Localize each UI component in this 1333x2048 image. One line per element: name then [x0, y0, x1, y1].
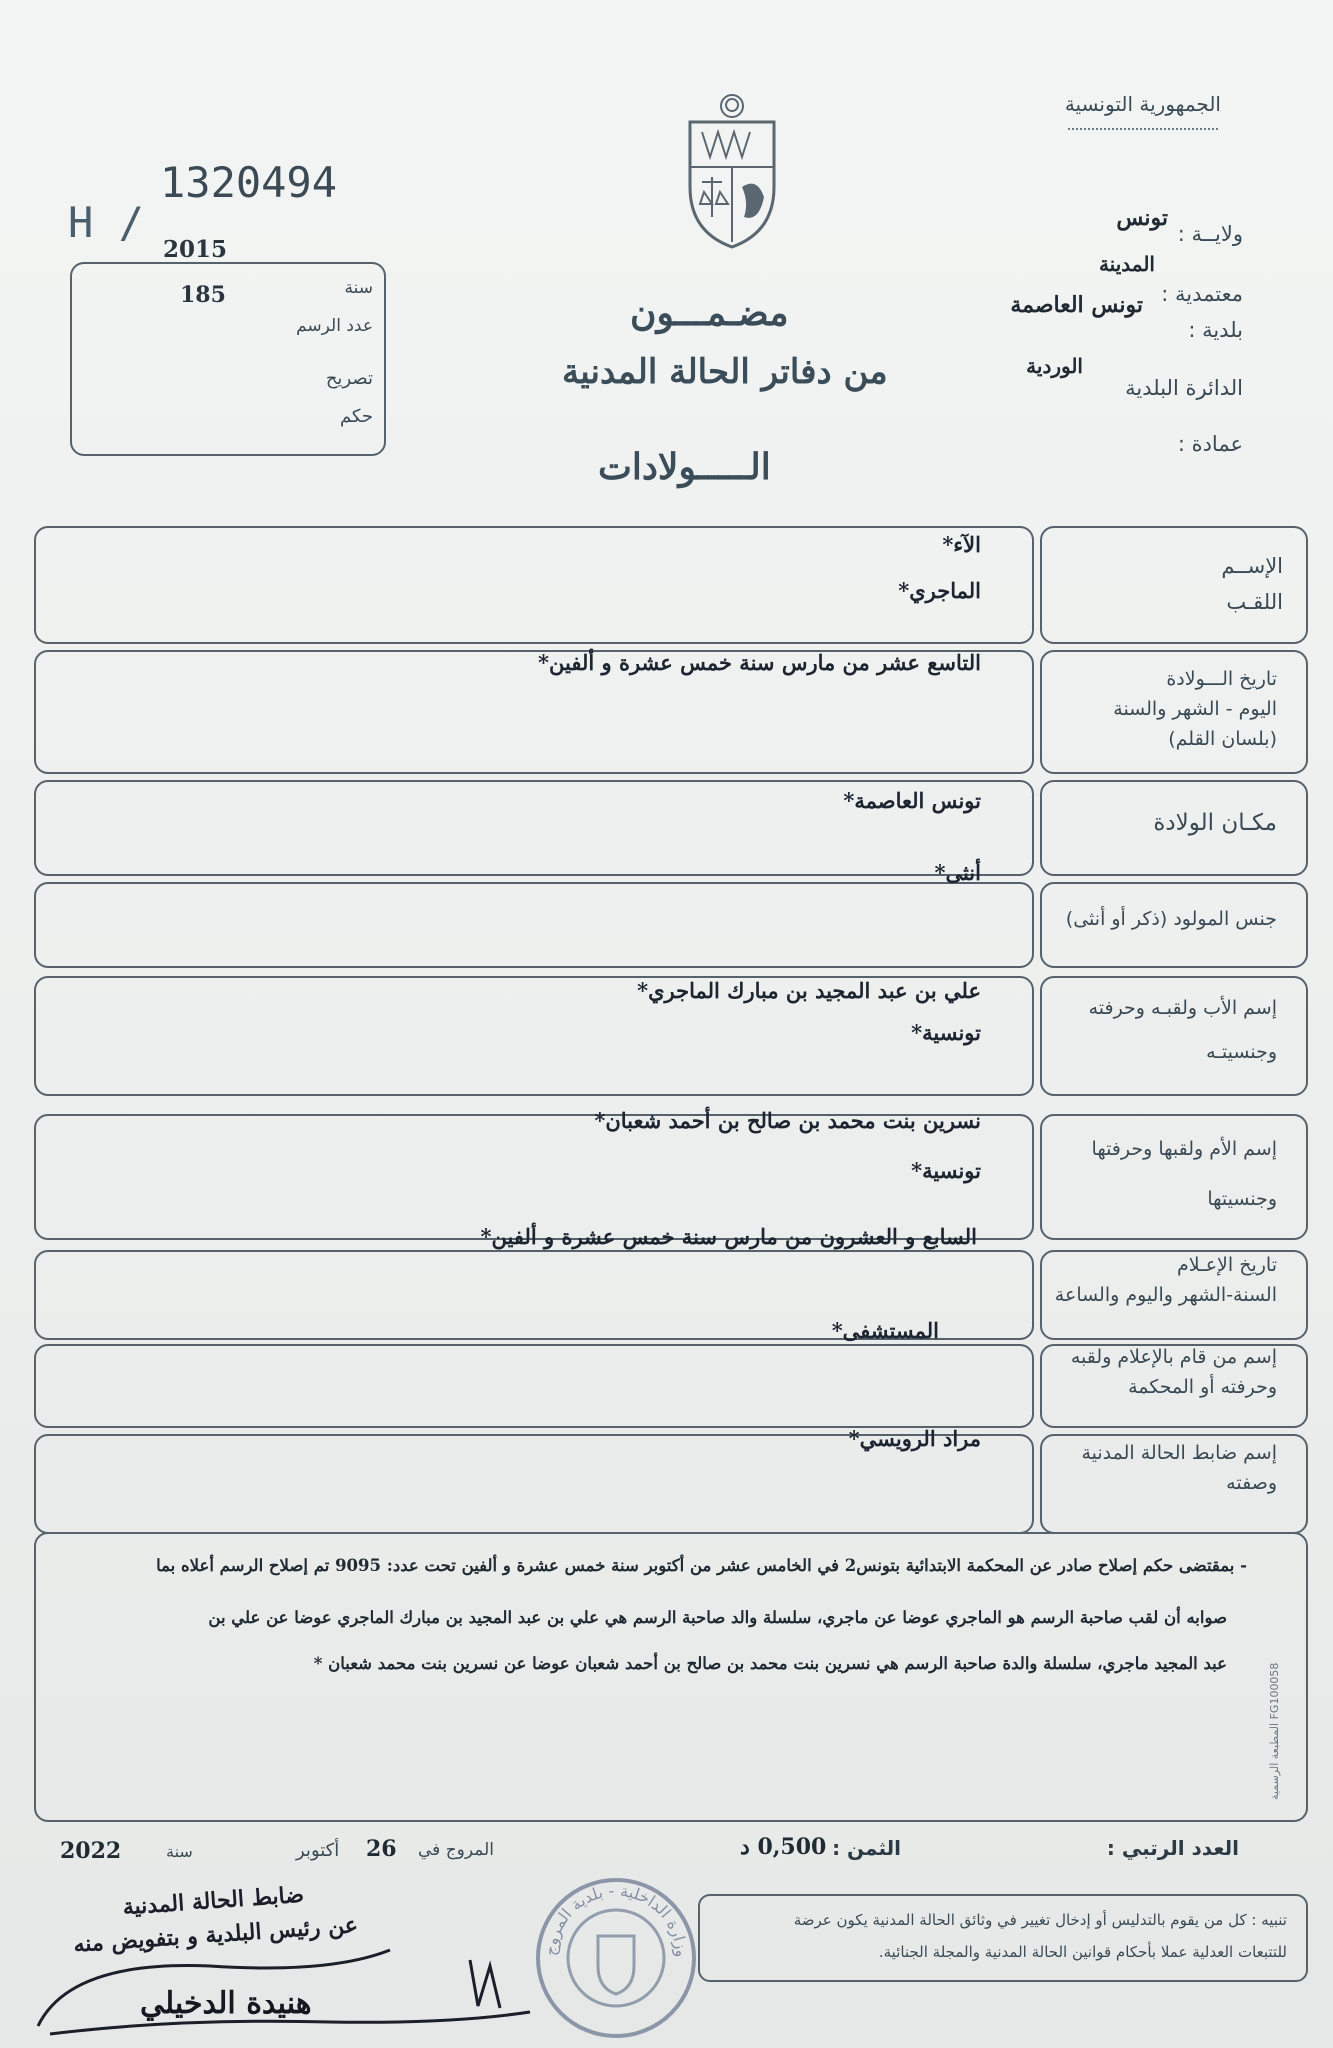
reference-box	[70, 262, 386, 456]
circle-label: الدائرة البلدية	[1125, 376, 1243, 400]
label-declaration-date: تاريخ الإعـلام السنة-الشهر واليوم والساعة	[1054, 1254, 1277, 1306]
label-declarant: إسم من قام بالإعلام ولقبه وحرفته أو المحكمة	[1070, 1346, 1277, 1398]
value-officer: مراد الرويسي*	[848, 1426, 981, 1451]
signer-name: هنيدة الدخيلي	[140, 1986, 312, 2021]
date-day: 26	[366, 1836, 397, 1862]
reference-number: 185	[180, 282, 226, 308]
value-declarant: المستشفى*	[831, 1318, 939, 1343]
annotation-box	[34, 1532, 1308, 1822]
annotation-line2: صوابه أن لقب صاحبة الرسم هو الماجري عوضا عن ماجري، سلسلة والد صاحبة الرسم هي علي بن عبد المجيد بن مبارك الماجري عوضا عن علي بن	[208, 1608, 1227, 1627]
value-birth-place: تونس العاصمة*	[843, 788, 981, 813]
value-father: علي بن عبد المجيد بن مبارك الماجري* تونسية*	[637, 978, 981, 1045]
date-label: المروج في	[418, 1840, 494, 1860]
title-line3: الـــــولادات	[598, 446, 771, 488]
omada-label: عمادة :	[1177, 432, 1243, 456]
label-sex: جنس المولود (ذكر أو أنثى)	[1065, 908, 1277, 930]
label-birth-place: مكـان الولادة	[1153, 810, 1277, 836]
signer-title: ضابط الحالة المدنية عن رئيس البلدية و بتفويض منه	[72, 1881, 359, 1958]
reference-number-label: عدد الرسم	[296, 316, 373, 336]
mootamadia-label: معتمدية :	[1161, 282, 1243, 306]
label-birth-date: تاريخ الـــولادة اليوم - الشهر والسنة (بلسان القلم)	[1113, 668, 1277, 750]
value-declaration-date: السابع و العشرون من مارس سنة خمس عشرة و ألفين*	[480, 1224, 977, 1249]
baladia-label: بلدية :	[1188, 318, 1243, 342]
label-officer: إسم ضابط الحالة المدنية وصفته	[1081, 1442, 1277, 1494]
title-line1: مضـمـــون	[630, 292, 789, 334]
wilaya-value: تونس	[1116, 205, 1168, 231]
reference-year: 2015	[163, 236, 228, 263]
label-mother: إسم الأم ولقبها وحرفتها وجنسيتها	[1091, 1138, 1277, 1210]
value-box-sex	[34, 882, 1034, 968]
date-year: 2022	[60, 1838, 122, 1864]
value-mother: نسرين بنت محمد بن صالح بن أحمد شعبان* تونسية*	[594, 1108, 981, 1183]
annotation-line3: عبد المجيد ماجري، سلسلة والدة صاحبة الرسم هي نسرين بنت محمد بن صالح بن أحمد شعبان عوضا عن نسرين بنت محمد شعبان *	[313, 1654, 1227, 1673]
baladia-value: تونس العاصمة	[1010, 292, 1143, 318]
date-month: أكتوبر	[296, 1840, 340, 1861]
reference-judgment: حكم	[339, 406, 373, 427]
tunisia-coat-of-arms-icon	[682, 92, 782, 252]
title-line2: من دفاتر الحالة المدنية	[562, 352, 888, 392]
reference-declaration: تصريح	[325, 368, 373, 389]
value-box-name	[34, 526, 1034, 644]
republic-name: الجمهورية التونسية	[1064, 92, 1221, 116]
official-stamp	[532, 1866, 700, 2042]
annotation-line1: - بمقتضى حكم إصلاح صادر عن المحكمة الابتدائية بتونس2 في الخامس عشر من أكتوبر سنة خمس عشرة و ألفين تحت عدد: 9095 تم إصلاح الرسم أعلاه بما	[156, 1556, 1247, 1575]
reference-year-label: سنة	[344, 278, 373, 298]
wilaya-label: ولايــة :	[1177, 222, 1243, 246]
label-name: الإســم اللقـب	[1221, 554, 1283, 614]
label-father: إسم الأب ولقبـه وحرفته وجنسيتـه	[1088, 997, 1277, 1063]
value-box-declarant	[34, 1344, 1034, 1428]
mootamadia-value: المدينة	[1098, 252, 1155, 276]
printer-mark: المطبعة الرسمية FG100058	[1268, 1662, 1281, 1800]
date-year-label: سنة	[166, 1842, 193, 1861]
warning-text: تنبيه : كل من يقوم بالتدليس أو إدخال تغيير في وثائق الحالة المدنية يكون عرضة للتتبعات العدلية عملا بأحكام قوانين الحالة المدنية والمجلة الجنائية.	[793, 1911, 1287, 1961]
value-name: الآء* الماجري*	[898, 532, 981, 603]
reference-serial: 1320494	[160, 158, 338, 207]
price-value: 0,500 د	[740, 1834, 827, 1860]
price-label: الثمن :	[832, 1836, 901, 1860]
value-birth-date: التاسع عشر من مارس سنة خمس عشرة و ألفين*	[538, 650, 981, 675]
serial-label: العدد الرتبي :	[1106, 1836, 1239, 1860]
republic-underline	[1068, 128, 1218, 130]
circle-value: الوردية	[1026, 354, 1083, 378]
reference-prefix: H /	[68, 198, 144, 247]
stamp-text: وزارة الداخلية - بلدية المروج	[540, 1880, 692, 1958]
value-sex: أنثى*	[934, 860, 981, 885]
